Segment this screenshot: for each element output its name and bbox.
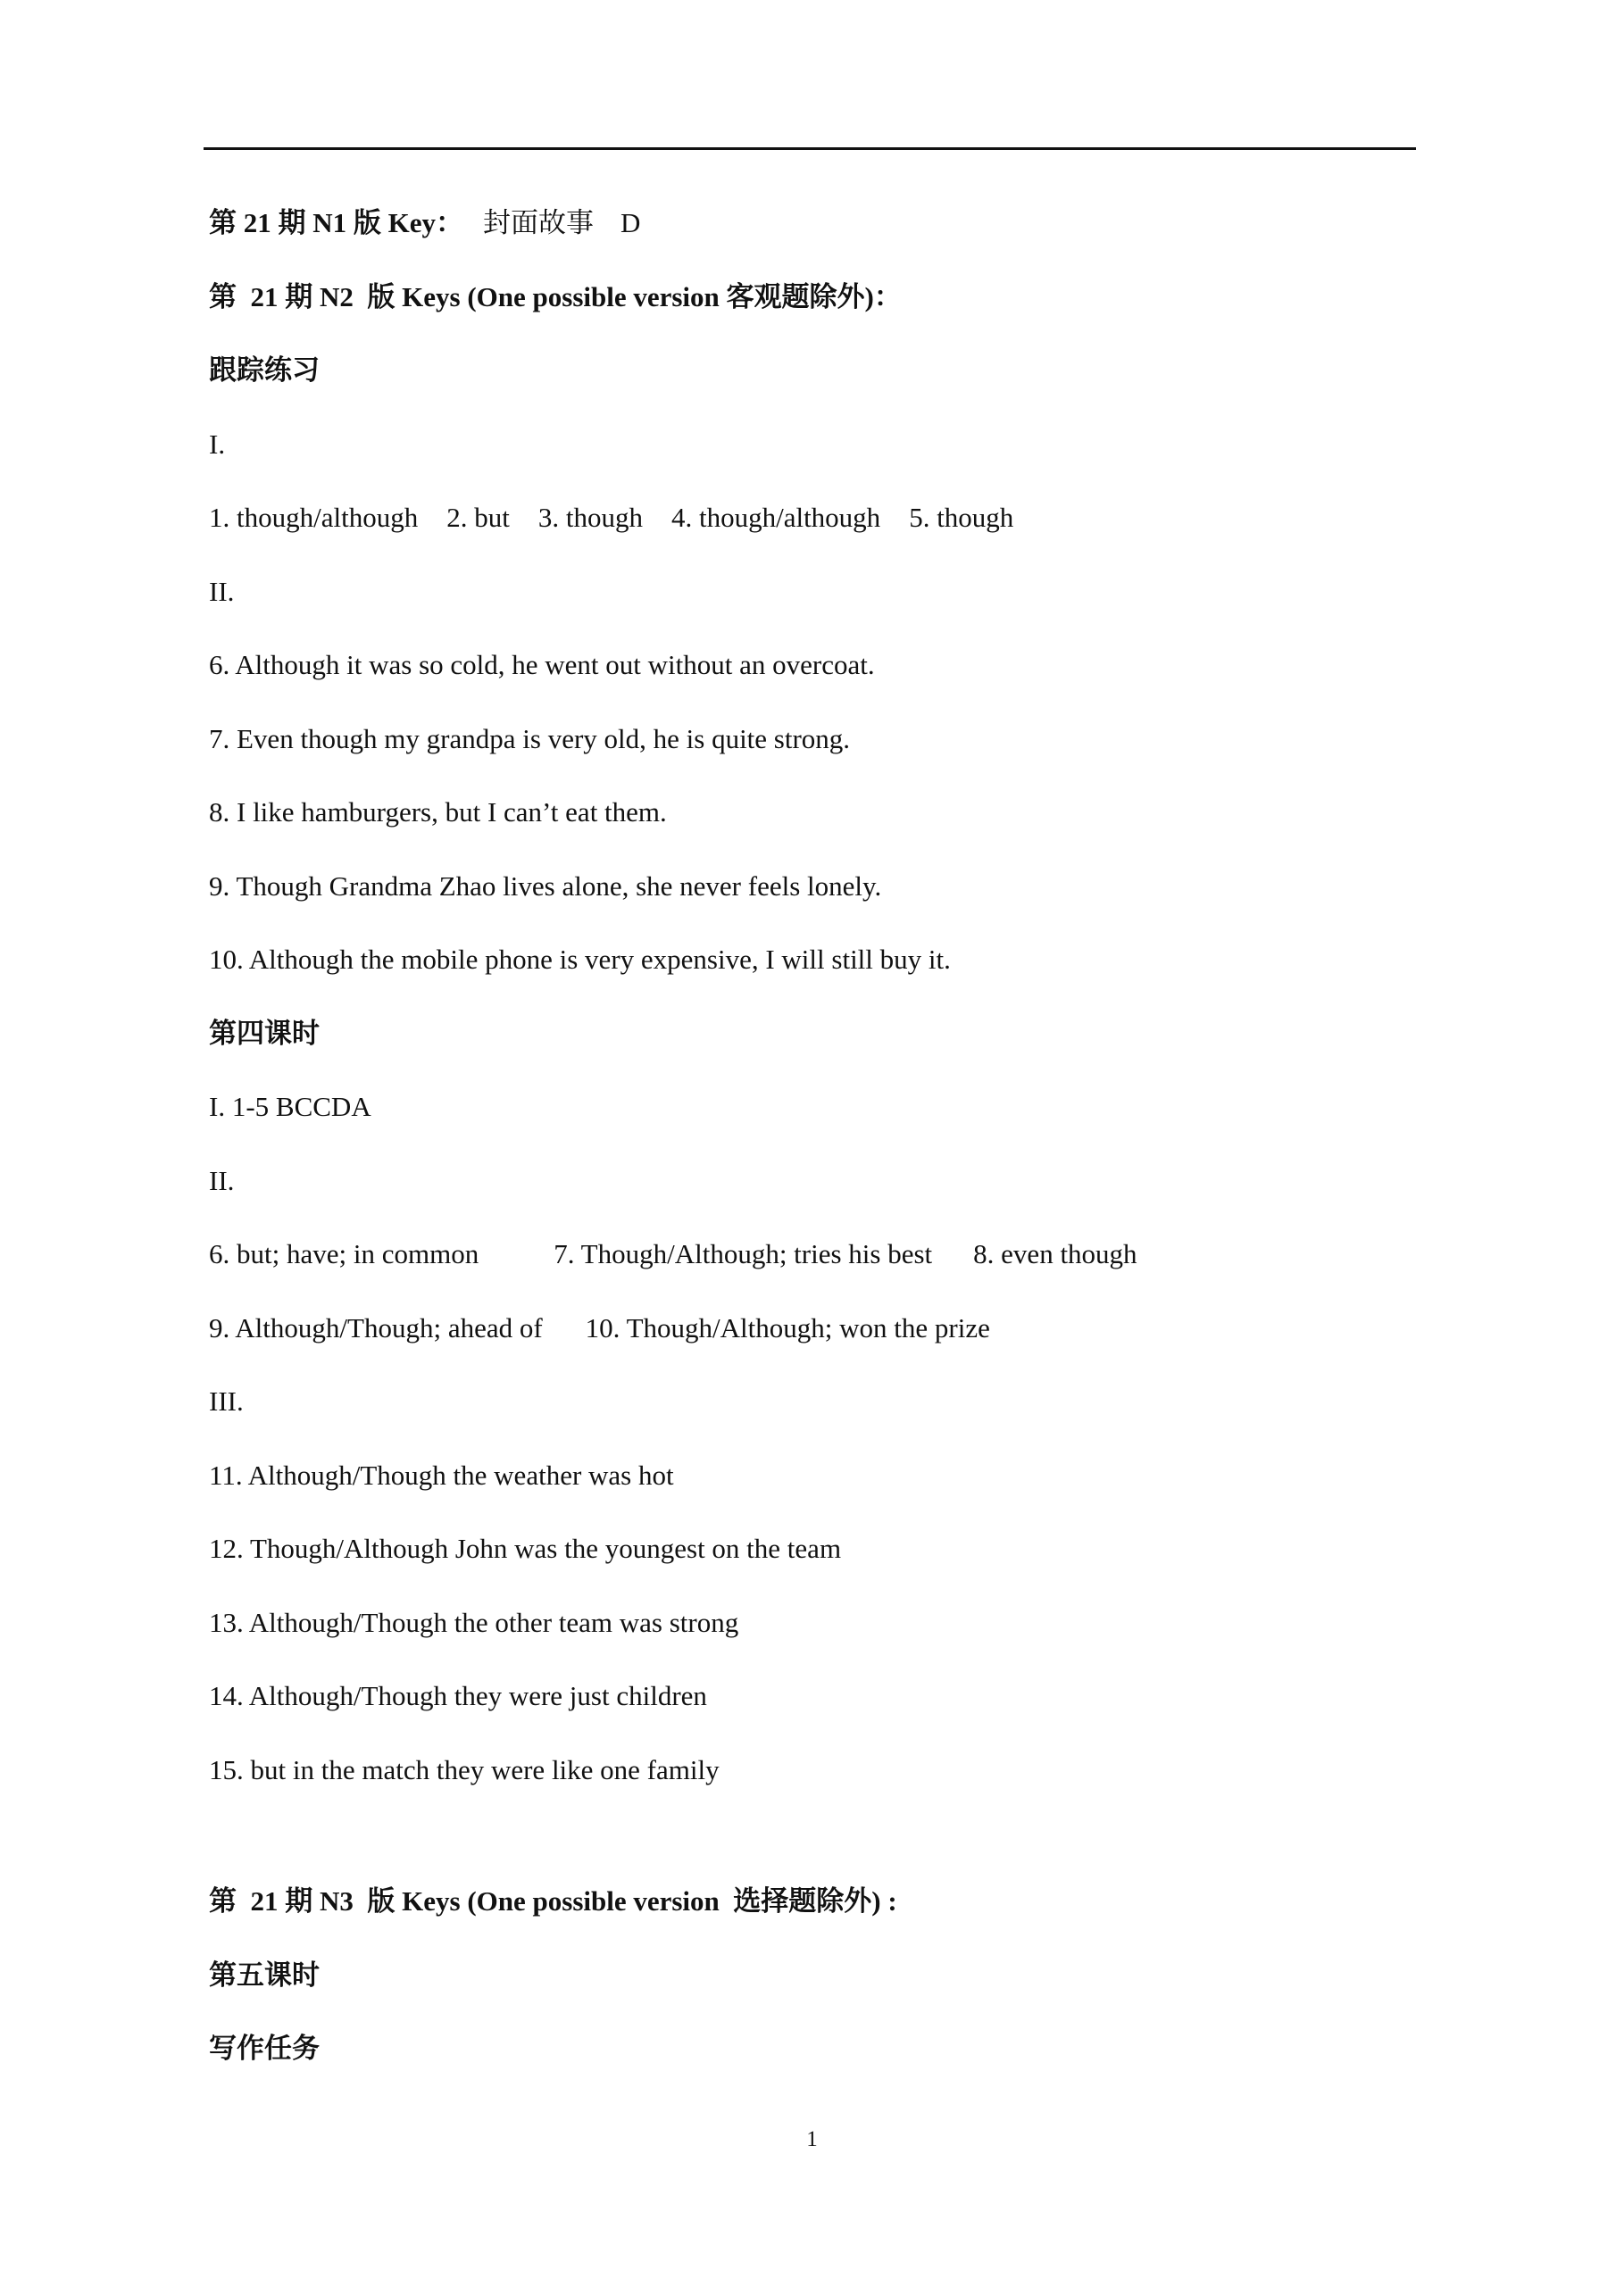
n2-keys-heading: 第 21 期 N2 版 Keys (One possible version 客观题除外)： xyxy=(209,281,902,312)
l4-answer-6: 6. but; have; in common xyxy=(209,1238,479,1269)
l4-answer-15: 15. but in the match they were like one family xyxy=(209,1754,720,1785)
l4-section-ii-row1 xyxy=(209,1236,1137,1272)
tp-answer-7: 7. Even though my grandpa is very old, he is quite strong. xyxy=(209,723,851,754)
tp-answer-3: 3. though xyxy=(537,502,643,533)
l4-section-i: I. 1-5 BCCDA xyxy=(209,1091,371,1122)
tracking-practice-title: 跟踪练习 xyxy=(209,354,320,386)
l4-answer-10: 10. Though/Although; won the prize xyxy=(585,1312,990,1343)
tp-answer-5: 5. though xyxy=(909,502,1014,533)
n1-key-label: 第 21 期 N1 版 Key： xyxy=(209,207,464,238)
tp-answer-4: 4. though/although xyxy=(670,502,881,533)
l4-answer-7: 7. Though/Although; tries his best xyxy=(554,1238,933,1269)
tp-section-ii-label: II. xyxy=(209,576,235,607)
l4-answer-13: 13. Although/Though the other team was strong xyxy=(209,1607,739,1638)
n1-key-item: 封面故事 xyxy=(483,207,595,238)
n1-key-answer: D xyxy=(620,207,641,238)
n3-keys-heading: 第 21 期 N3 版 Keys (One possible version 选择题除外) : xyxy=(209,1885,897,1917)
tp-answer-8: 8. I like hamburgers, but I can’t eat them. xyxy=(209,796,667,828)
tp-section-i-answers xyxy=(209,500,1013,536)
l4-answer-14: 14. Although/Though they were just children xyxy=(209,1680,707,1711)
tp-answer-10: 10. Although the mobile phone is very expensive, I will still buy it. xyxy=(209,944,951,975)
l4-answer-11: 11. Although/Though the weather was hot xyxy=(209,1460,674,1491)
l4-section-iii-label: III. xyxy=(209,1385,244,1417)
l4-answer-12: 12. Though/Although John was the youngest on the team xyxy=(209,1533,842,1564)
l4-answer-9: 9. Although/Though; ahead of xyxy=(209,1312,543,1343)
tp-section-i-label: I. xyxy=(209,428,226,460)
page-number: 1 xyxy=(806,2127,818,2151)
l4-answer-8: 8. even though xyxy=(973,1238,1137,1269)
header-rule xyxy=(204,147,1416,150)
l4-section-ii-row2 xyxy=(209,1310,990,1346)
tp-answer-6: 6. Although it was so cold, he went out without an overcoat. xyxy=(209,649,875,680)
n1-key-line xyxy=(209,205,640,241)
tp-answer-1: 1. though/although xyxy=(209,502,419,533)
lesson-four-title: 第四课时 xyxy=(209,1018,320,1049)
tp-answer-2: 2. but xyxy=(446,502,510,533)
writing-task-title: 写作任务 xyxy=(209,2033,320,2064)
lesson-five-title: 第五课时 xyxy=(209,1959,320,1991)
tp-answer-9: 9. Though Grandma Zhao lives alone, she never feels lonely. xyxy=(209,870,882,902)
l4-section-ii-label: II. xyxy=(209,1165,235,1196)
